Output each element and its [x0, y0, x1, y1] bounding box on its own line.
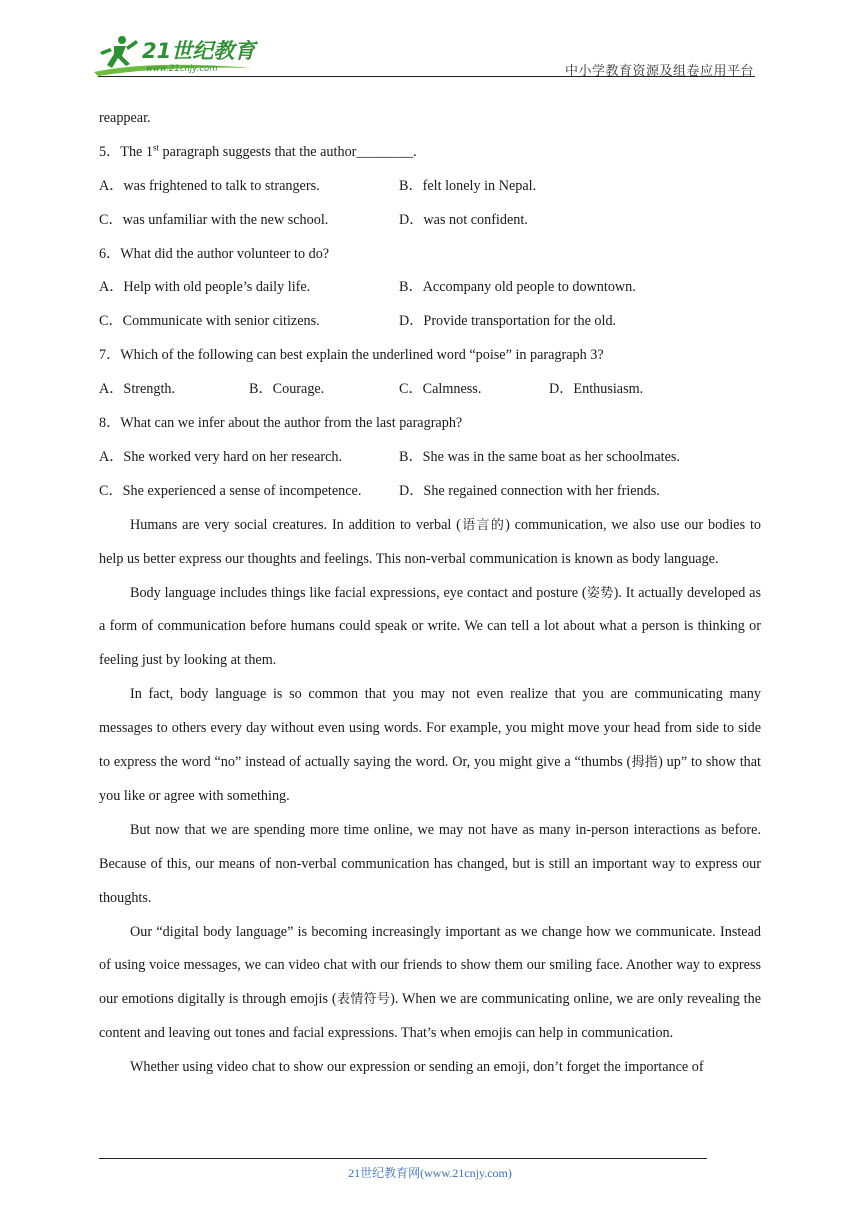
p1-gloss: 语言的	[460, 517, 506, 533]
q7-option-c[interactable]: C．Calmness.	[399, 381, 482, 398]
passage-paragraph-2	[99, 577, 761, 679]
platform-name: 中小学教育资源及组卷应用平台	[564, 64, 754, 79]
q6-option-c[interactable]: C．Communicate with senior citizens.	[99, 313, 320, 330]
q8-option-c[interactable]: C．She experienced a sense of incompetence.	[99, 482, 362, 499]
q5-option-b[interactable]: B．felt lonely in Nepal.	[399, 177, 537, 194]
question-7-stem: 7．Which of the following can best explain the underlined word “poise” in paragraph 3?	[99, 347, 604, 364]
q8-option-a[interactable]: A．She worked very hard on her research.	[99, 448, 343, 465]
q5-option-d[interactable]: D．was not confident.	[399, 211, 528, 228]
question-6-stem: 6．What did the author volunteer to do?	[99, 245, 330, 262]
question-5-options-row-2	[99, 204, 761, 238]
p3-gloss: 拇指	[631, 755, 659, 771]
passage-paragraph-3	[99, 678, 761, 814]
p1-text-a: Humans are very social creatures. In addition to verbal (	[130, 516, 461, 533]
reading-passage	[99, 509, 761, 1085]
lead-text: reappear.	[99, 110, 151, 126]
q8-option-b[interactable]: B．She was in the same boat as her schoolmates.	[399, 448, 680, 465]
q5-option-a[interactable]: A．was frightened to talk to strangers.	[99, 177, 320, 194]
p5-text-b: ). When we are communicating online, we are only revealing the content and leaving out tones and facial expressions. That’s when emojis can help in communication.	[99, 991, 762, 1042]
q6-option-d[interactable]: D．Provide transportation for the old.	[399, 313, 617, 330]
p2-gloss: 姿势	[586, 585, 614, 601]
passage-paragraph-4: But now that we are spending more time online, we may not have as many in-person interactions as before. Because of this, our means of non-verbal communication has changed, but is still an important way to express our thoughts.	[99, 821, 761, 906]
passage-paragraph-6: Whether using video chat to show our expression or sending an emoji, don’t forget the importance of	[130, 1059, 704, 1076]
passage-paragraph-5	[99, 916, 761, 1052]
svg-text:21世纪教育: 21世纪教育	[142, 39, 256, 63]
q5-stem-end: paragraph suggests that the author________.	[159, 143, 417, 160]
p2-text-a: Body language includes things like facial expressions, eye contact and posture (	[130, 584, 587, 601]
p3-text-b: ) up” to show that you like or agree with something.	[99, 754, 761, 804]
p3-text-a: In fact, body language is so common that you may not even realize that you are communicating many messages to others every day without even using words. For example, you might move your head from side to side to express the word “no” instead of actually saying the word. Or, you might give a “thumbs (	[99, 686, 761, 771]
q5-ordinal-suffix: st	[152, 142, 159, 153]
p2-text-b: ). It actually developed as a form of communication before humans could speak or write. We can tell a lot about what a person is thinking or feeling just by looking at them.	[99, 584, 761, 669]
question-6-options-row-1	[99, 271, 761, 305]
q7-option-d[interactable]: D．Enthusiasm.	[549, 381, 644, 398]
page-content	[99, 102, 761, 1085]
question-7-options	[99, 373, 761, 407]
page-header	[0, 0, 860, 80]
q7-option-b[interactable]: B．Courage.	[249, 381, 325, 398]
q6-option-a[interactable]: A．Help with old people’s daily life.	[99, 279, 311, 296]
q5-option-c[interactable]: C．was unfamiliar with the new school.	[99, 211, 329, 228]
p5-text-a: Our “digital body language” is becoming increasingly important as we change how we communicate. Instead of using voice messages, we can video chat with our friends to show them our smiling face. Another way to express our emotions digitally is through emojis (	[99, 923, 761, 1008]
question-6-options-row-2	[99, 305, 761, 339]
header-divider	[98, 76, 755, 77]
q6-option-b[interactable]: B．Accompany old people to downtown.	[399, 279, 636, 296]
page-footer	[0, 1164, 860, 1181]
svg-text:www.21cnjy.com: www.21cnjy.com	[146, 64, 218, 74]
q5-stem-start: 5．The 1	[99, 143, 153, 160]
question-5-stem	[99, 136, 761, 170]
q8-option-d[interactable]: D．She regained connection with her friends.	[399, 482, 660, 499]
question-8-stem: 8．What can we infer about the author from the last paragraph?	[99, 415, 463, 432]
footer-divider	[99, 1158, 707, 1159]
question-8-options-row-1	[99, 441, 761, 475]
q7-option-a[interactable]: A．Strength.	[99, 381, 176, 398]
footer-link[interactable]: 21世纪教育网(www.21cnjy.com)	[348, 1166, 512, 1180]
question-5-options-row-1	[99, 170, 761, 204]
p1-text-b: ) communication, we also use our bodies to help us better express our thoughts and feelings. This non-verbal communication is known as body language.	[99, 516, 761, 567]
runner-logo-icon	[92, 34, 262, 78]
question-8-options-row-2	[99, 475, 761, 509]
passage-paragraph-1	[99, 509, 761, 577]
p5-gloss: 表情符号	[336, 992, 391, 1008]
site-logo	[92, 34, 262, 78]
